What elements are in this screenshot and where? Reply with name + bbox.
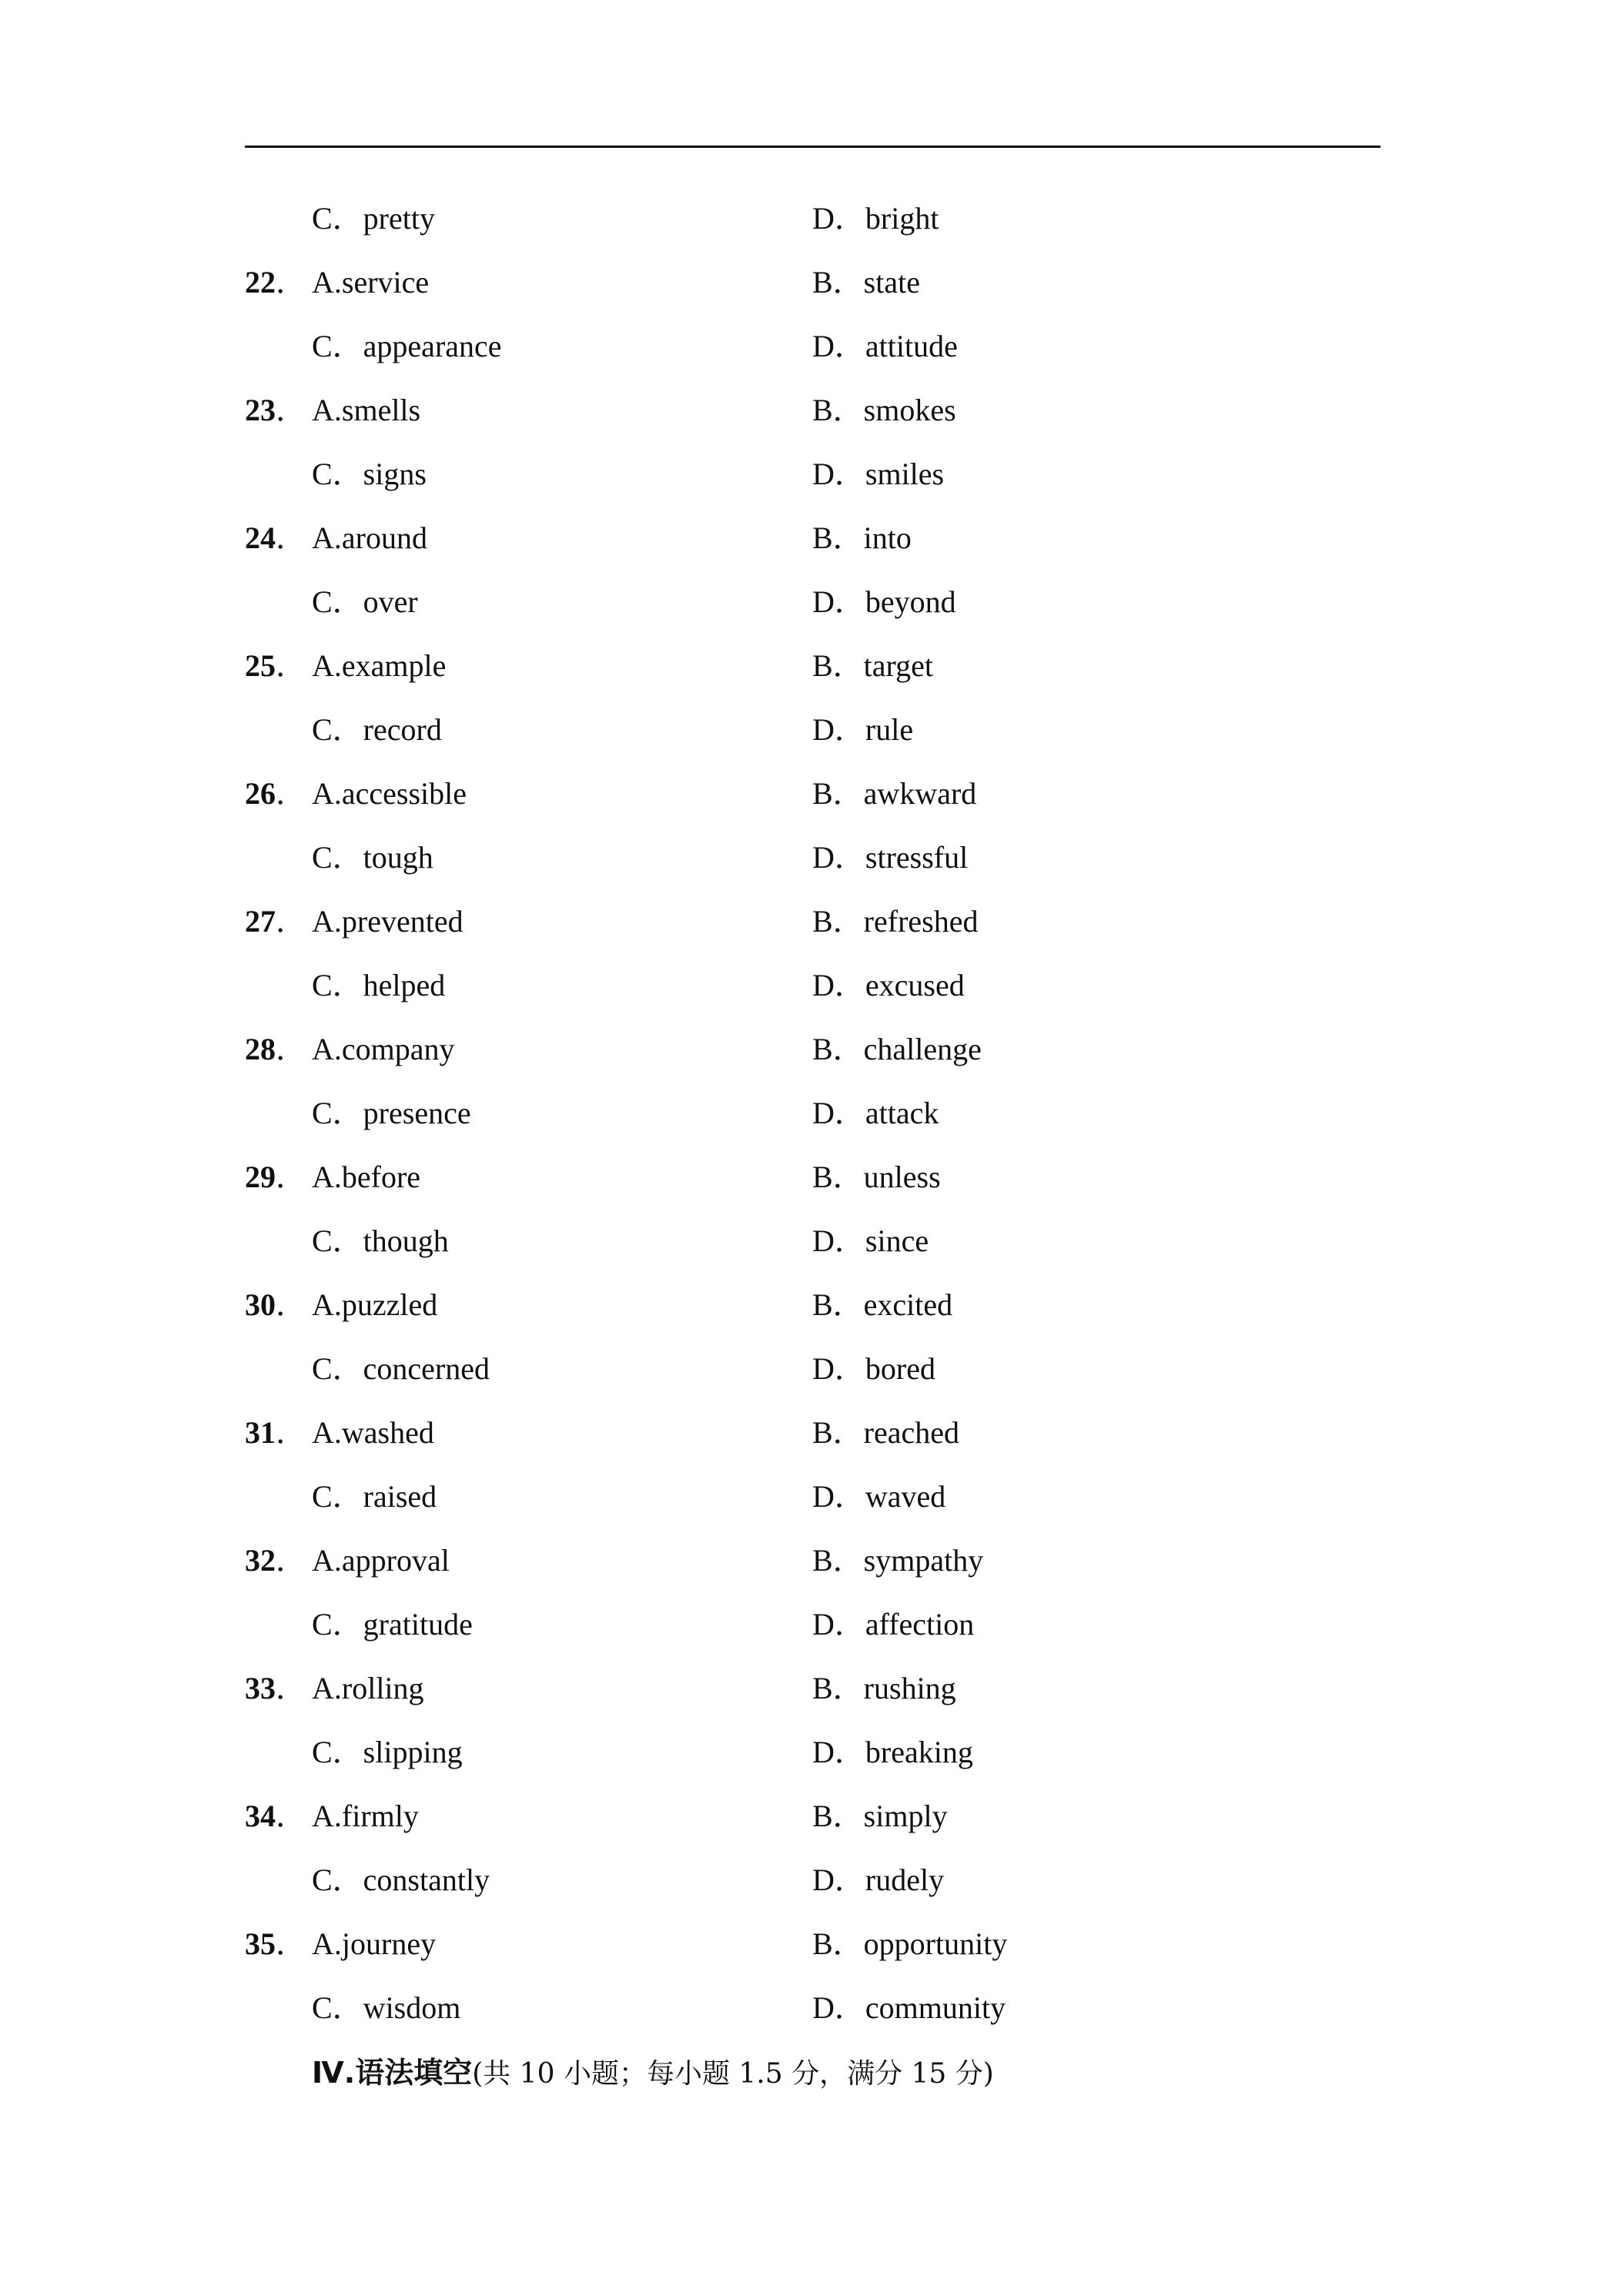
question-options-row (0, 1401, 1623, 1464)
option-right: D．smiles (812, 457, 945, 491)
option-left: C．tough (312, 840, 433, 875)
option-right: B．reached (812, 1415, 960, 1450)
question-number: 34． (245, 1799, 306, 1833)
question-options-row (0, 1784, 1623, 1848)
option-left: A.company (312, 1032, 455, 1066)
option-left: C．signs (312, 457, 427, 491)
option-right: B．awkward (812, 776, 977, 811)
question-number: 31． (245, 1415, 306, 1450)
option-left: C．slipping (312, 1735, 463, 1769)
option-right: D．rule (812, 712, 914, 747)
option-right: D．bright (812, 201, 939, 236)
option-right: B．excited (812, 1287, 953, 1322)
option-right: B．refreshed (812, 904, 979, 939)
option-left: A.prevented (312, 904, 463, 939)
option-right: B．smokes (812, 393, 956, 427)
question-options-row (0, 1145, 1623, 1209)
question-number: 35． (245, 1926, 306, 1961)
question-options-row (0, 1273, 1623, 1337)
question-options-row (0, 1528, 1623, 1592)
question-options-row (0, 953, 1623, 1017)
option-right: D．attitude (812, 329, 958, 363)
question-options-row (0, 761, 1623, 825)
option-right: D．breaking (812, 1735, 973, 1769)
option-right: B．target (812, 648, 934, 683)
option-right: D．rudely (812, 1863, 945, 1897)
section-heading (312, 2047, 994, 2100)
option-left: A.approval (312, 1543, 450, 1578)
option-left: A.service (312, 265, 430, 300)
option-right: B．into (812, 520, 912, 555)
question-number: 29． (245, 1160, 306, 1194)
option-right: B．simply (812, 1799, 948, 1833)
question-number: 30． (245, 1287, 306, 1322)
option-left: A.accessible (312, 776, 467, 811)
option-left: A.example (312, 648, 447, 683)
option-left: C．over (312, 584, 418, 619)
question-options-row (0, 1976, 1623, 2040)
option-left: A.smells (312, 393, 421, 427)
option-right: B．unless (812, 1160, 941, 1194)
question-number: 26． (245, 776, 306, 811)
question-options-row (0, 1592, 1623, 1656)
section-number: Ⅳ. (312, 2056, 356, 2090)
option-left: A.journey (312, 1926, 437, 1961)
option-right: B．sympathy (812, 1543, 984, 1578)
question-number: 22． (245, 265, 306, 300)
option-left: C．gratitude (312, 1607, 473, 1642)
option-left: C．record (312, 712, 442, 747)
question-options-row (0, 442, 1623, 506)
section-title: 语法填空 (355, 2056, 473, 2090)
question-options-row (0, 1209, 1623, 1273)
question-number: 25． (245, 648, 306, 683)
question-options-row (0, 698, 1623, 761)
option-left: C．helped (312, 968, 446, 1002)
option-left: C．constantly (312, 1863, 490, 1897)
option-left: A.before (312, 1160, 421, 1194)
section-scoring-note: (共 10 小题；每小题 1.5 分，满分 15 分) (472, 2058, 994, 2090)
question-options-row (0, 1656, 1623, 1720)
question-options-row (0, 1337, 1623, 1401)
option-right: B．challenge (812, 1032, 982, 1066)
option-right: D．since (812, 1223, 929, 1258)
option-right: D．waved (812, 1479, 946, 1514)
question-number: 23． (245, 393, 306, 427)
option-left: A.puzzled (312, 1287, 438, 1322)
option-left: C．concerned (312, 1351, 490, 1386)
option-left: C．presence (312, 1096, 471, 1130)
question-options-row (0, 250, 1623, 314)
option-right: D．stressful (812, 840, 969, 875)
question-options-row (0, 1912, 1623, 1976)
option-left: C．wisdom (312, 1990, 461, 2025)
option-right: B．rushing (812, 1671, 956, 1705)
option-right: D．excused (812, 968, 965, 1002)
option-right: D．affection (812, 1607, 975, 1642)
question-number: 24． (245, 520, 306, 555)
question-options-row (0, 1017, 1623, 1081)
option-right: D．attack (812, 1096, 939, 1130)
header-rule (245, 146, 1380, 148)
option-left: A.firmly (312, 1799, 419, 1833)
question-options-row (0, 570, 1623, 634)
option-left: C．raised (312, 1479, 437, 1514)
option-left: A.around (312, 520, 427, 555)
option-right: D．bored (812, 1351, 935, 1386)
question-number: 33． (245, 1671, 306, 1705)
question-number: 32． (245, 1543, 306, 1578)
option-left: C．though (312, 1223, 449, 1258)
question-number: 28． (245, 1032, 306, 1066)
question-options-row (0, 378, 1623, 442)
question-options-row (0, 506, 1623, 570)
option-left: C．appearance (312, 329, 502, 363)
question-options-row (0, 1720, 1623, 1784)
option-left: A.rolling (312, 1671, 424, 1705)
question-options-row (0, 314, 1623, 378)
question-options-row (0, 634, 1623, 698)
option-right: B．state (812, 265, 920, 300)
option-right: D．beyond (812, 584, 956, 619)
option-left: C．pretty (312, 201, 435, 236)
question-options-row (0, 889, 1623, 953)
question-options-row (0, 1848, 1623, 1912)
question-options-row (0, 186, 1623, 250)
question-options-row (0, 1081, 1623, 1145)
answer-options-list (0, 186, 1623, 2040)
option-right: B．opportunity (812, 1926, 1008, 1961)
question-number: 27． (245, 904, 306, 939)
question-options-row (0, 825, 1623, 889)
option-left: A.washed (312, 1415, 434, 1450)
question-options-row (0, 1464, 1623, 1528)
option-right: D．community (812, 1990, 1006, 2025)
